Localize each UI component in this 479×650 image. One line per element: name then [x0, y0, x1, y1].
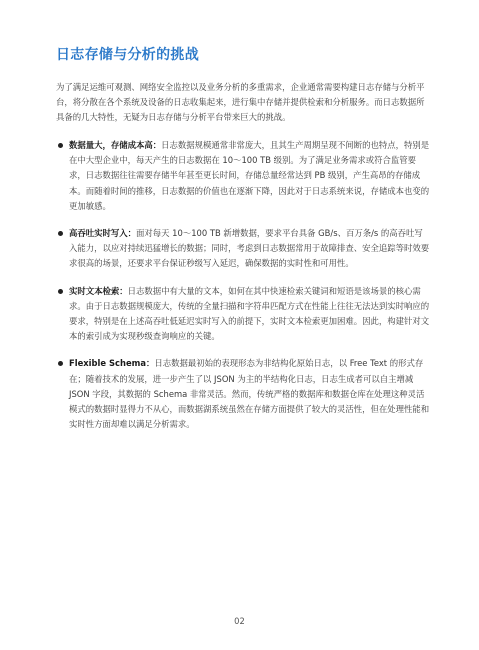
challenge-list	[56, 138, 430, 444]
challenge-item-flexible-schema	[56, 356, 430, 432]
bullet-text: 日志数据规模通常非常庞大，且其生产周期呈现不间断的也特点，特别是在中大型企业中，每天产生的日志数据在 10～100 TB 级别。为了满足业务需求或符合监管要求，日志数据往往需要存储半年甚至更长时间，存储总量经常达到 PB 级别，产生高昂的存储成本。而随着时间的推移，日志数据的价值也在逐渐下降，因此对于日志系统来说，存储成本也变的更加敏感。	[69, 140, 430, 211]
bullet-lead: Flexible Schema：	[69, 358, 155, 369]
challenge-item-text-search	[56, 284, 430, 345]
challenge-item-storage-cost	[56, 138, 430, 214]
bullet-lead: 数据量大，存储成本高：	[69, 140, 162, 150]
bullet-dot-icon	[58, 231, 63, 236]
bullet-dot-icon	[58, 289, 63, 294]
bullet-dot-icon	[58, 361, 63, 366]
bullet-lead: 实时文本检索：	[69, 285, 128, 296]
section-title: 日志存储与分析的挑战	[56, 47, 199, 63]
bullet-lead: 高吞吐实时写入：	[69, 228, 136, 239]
bullet-text: 日志数据最初始的表现形态为非结构化原始日志，以 Free Text 的形式存在；随着技术的发展，进一步产生了以 JSON 为主的半结构化日志，日志生成者可以自主增减 JSON 字段，其数据的 Schema 非常灵活。然而，传统严格的数据库和数据仓库在处理这种灵活模式的数据时显得力不从心，而数据湖系统虽然在存储方面提供了较大的灵活性，但在处理性能和实时性方面却难以满足分析需求。	[69, 358, 430, 430]
page-number: 02	[234, 616, 245, 626]
challenge-item-high-throughput	[56, 226, 430, 272]
bullet-text: 日志数据中有大量的文本，如何在其中快速检索关键词和短语是该场景的核心需求。由于日志数据规模庞大，传统的全量扫描和字符串匹配方式在性能上往往无法达到实时响应的要求，特别是在上述高吞吐低延迟实时写入的前提下，实时文本检索更加困难。因此，构建针对文本的索引成为实现秒级查询响应的关键。	[69, 285, 430, 342]
bullet-dot-icon	[58, 143, 63, 148]
bullet-text: 面对每天 10～100 TB 新增数据，要求平台具备 GB/s、百万条/s 的高吞吐写入能力，以应对持续迅猛增长的数据；同时，考虑到日志数据常用于故障排查、安全追踪等时效要求很高的场景，还要求平台保证秒级写入延迟，确保数据的实时性和可用性。	[69, 228, 430, 269]
intro-paragraph: 为了满足运维可观测、网络安全监控以及业务分析的多重需求，企业通常需要构建日志存储与分析平台，将分散在各个系统及设备的日志收集起来，进行集中存储并提供检索和分析服务。而日志数据所具备的几大特性，无疑为日志存储与分析平台带来巨大的挑战。	[56, 82, 425, 123]
